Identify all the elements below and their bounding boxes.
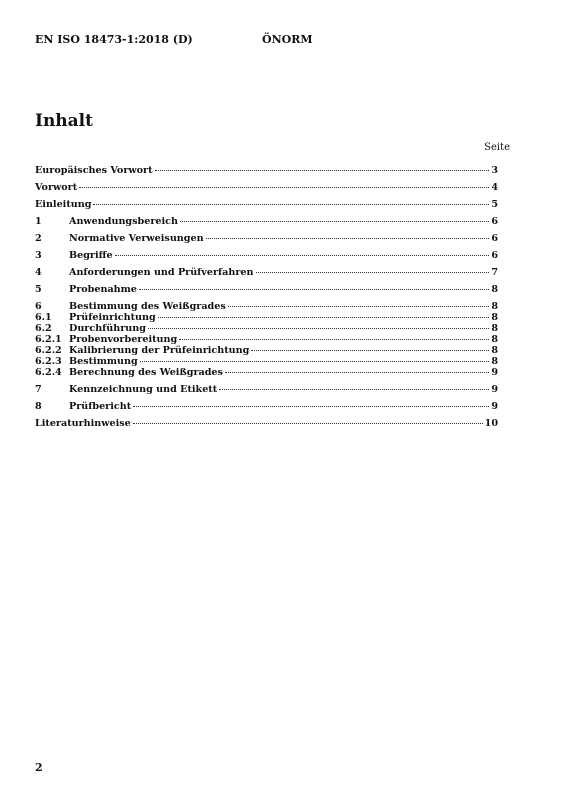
toc-entry-europaeisches-vorwort[interactable] [35,165,498,176]
toc-entry-label: Prüfeinrichtung [69,312,156,323]
toc-entry-3[interactable] [35,250,498,261]
page-title: Inhalt [35,111,93,131]
toc-entry-vorwort[interactable] [35,182,498,193]
toc-entry-page: 10 [484,418,498,429]
toc-entry-6-2[interactable] [35,323,498,334]
toc-entry-page: 8 [491,301,498,312]
toc-entry-number: 6.2.4 [35,367,62,378]
toc-entry-number: 6 [35,301,42,312]
toc-entry-4[interactable] [35,267,498,278]
toc-entry-page: 8 [491,356,498,367]
toc-leader-dots [155,170,490,171]
toc-leader-dots [158,317,490,318]
toc-entry-6-2-4[interactable] [35,367,498,378]
toc-entry-label: Anwendungsbereich [69,216,178,227]
toc-entry-6-2-3[interactable] [35,356,498,367]
toc-entry-label: Anforderungen und Prüfverfahren [69,267,254,278]
toc-entry-label: Vorwort [35,182,78,193]
toc-entry-page: 8 [491,334,498,345]
toc-entry-label: Probenahme [69,284,137,295]
toc-entry-label: Probenvorbereitung [69,334,178,345]
toc-entry-page: 6 [491,216,498,227]
toc-entry-6-2-2[interactable] [35,345,498,356]
toc-entry-page: 5 [491,199,498,210]
toc-entry-number: 8 [35,401,42,412]
toc-entry-einleitung[interactable] [35,199,498,210]
table-of-contents [35,165,498,429]
footer-page-number: 2 [35,761,43,774]
toc-leader-dots [115,255,490,256]
toc-entry-2[interactable] [35,233,498,244]
toc-entry-page: 9 [491,367,498,378]
toc-entry-page: 8 [491,284,498,295]
toc-entry-8[interactable] [35,401,498,412]
toc-entry-label: Kennzeichnung und Etikett [69,384,218,395]
toc-entry-page: 8 [491,345,498,356]
toc-entry-label: Prüfbericht [69,401,132,412]
toc-entry-page: 8 [491,323,498,334]
toc-entry-number: 6.2 [35,323,52,334]
toc-entry-page: 8 [491,312,498,323]
toc-entry-page: 7 [491,267,498,278]
toc-entry-number: 4 [35,267,42,278]
toc-entry-page: 9 [491,384,498,395]
toc-leader-dots [225,372,489,373]
toc-leader-dots [256,272,490,273]
toc-leader-dots [180,221,489,222]
toc-entry-number: 1 [35,216,42,227]
toc-leader-dots [179,339,489,340]
toc-entry-number: 6.2.3 [35,356,62,367]
toc-entry-page: 9 [491,401,498,412]
toc-entry-number: 7 [35,384,42,395]
toc-entry-page: 3 [491,165,498,176]
toc-leader-dots [133,423,483,424]
toc-entry-label: Bestimmung [69,356,138,367]
toc-entry-page: 6 [491,233,498,244]
toc-entry-number: 6.2.2 [35,345,62,356]
toc-entry-number: 6.1 [35,312,52,323]
toc-entry-label: Berechnung des Weißgrades [69,367,223,378]
toc-leader-dots [93,204,489,205]
toc-entry-1[interactable] [35,216,498,227]
document-id: EN ISO 18473-1:2018 (D) [35,33,193,46]
toc-entry-label: Europäisches Vorwort [35,165,153,176]
toc-entry-page: 6 [491,250,498,261]
toc-leader-dots [140,361,490,362]
toc-entry-number: 3 [35,250,42,261]
toc-leader-dots [219,389,489,390]
toc-entry-label: Kalibrierung der Prüfeinrichtung [69,345,250,356]
toc-entry-number: 5 [35,284,42,295]
toc-entry-label: Durchführung [69,323,146,334]
toc-leader-dots [251,350,489,351]
toc-entry-number: 6.2.1 [35,334,62,345]
toc-leader-dots [228,306,490,307]
toc-entry-label: Einleitung [35,199,92,210]
toc-entry-label: Normative Verweisungen [69,233,204,244]
toc-leader-dots [206,238,490,239]
toc-entry-label: Literaturhinweise [35,418,131,429]
page-column-label: Seite [484,142,510,153]
toc-entry-6-2-1[interactable] [35,334,498,345]
toc-leader-dots [139,289,489,290]
toc-entry-6-1[interactable] [35,312,498,323]
toc-leader-dots [148,328,489,329]
toc-entry-5[interactable] [35,284,498,295]
toc-entry-6[interactable] [35,301,498,312]
toc-entry-number: 2 [35,233,42,244]
toc-entry-7[interactable] [35,384,498,395]
toc-entry-literaturhinweise[interactable] [35,418,498,429]
toc-entry-label: Begriffe [69,250,113,261]
toc-entry-label: Bestimmung des Weißgrades [69,301,226,312]
norm-label: ÖNORM [262,33,313,46]
toc-leader-dots [79,187,489,188]
toc-leader-dots [133,406,489,407]
toc-entry-page: 4 [491,182,498,193]
